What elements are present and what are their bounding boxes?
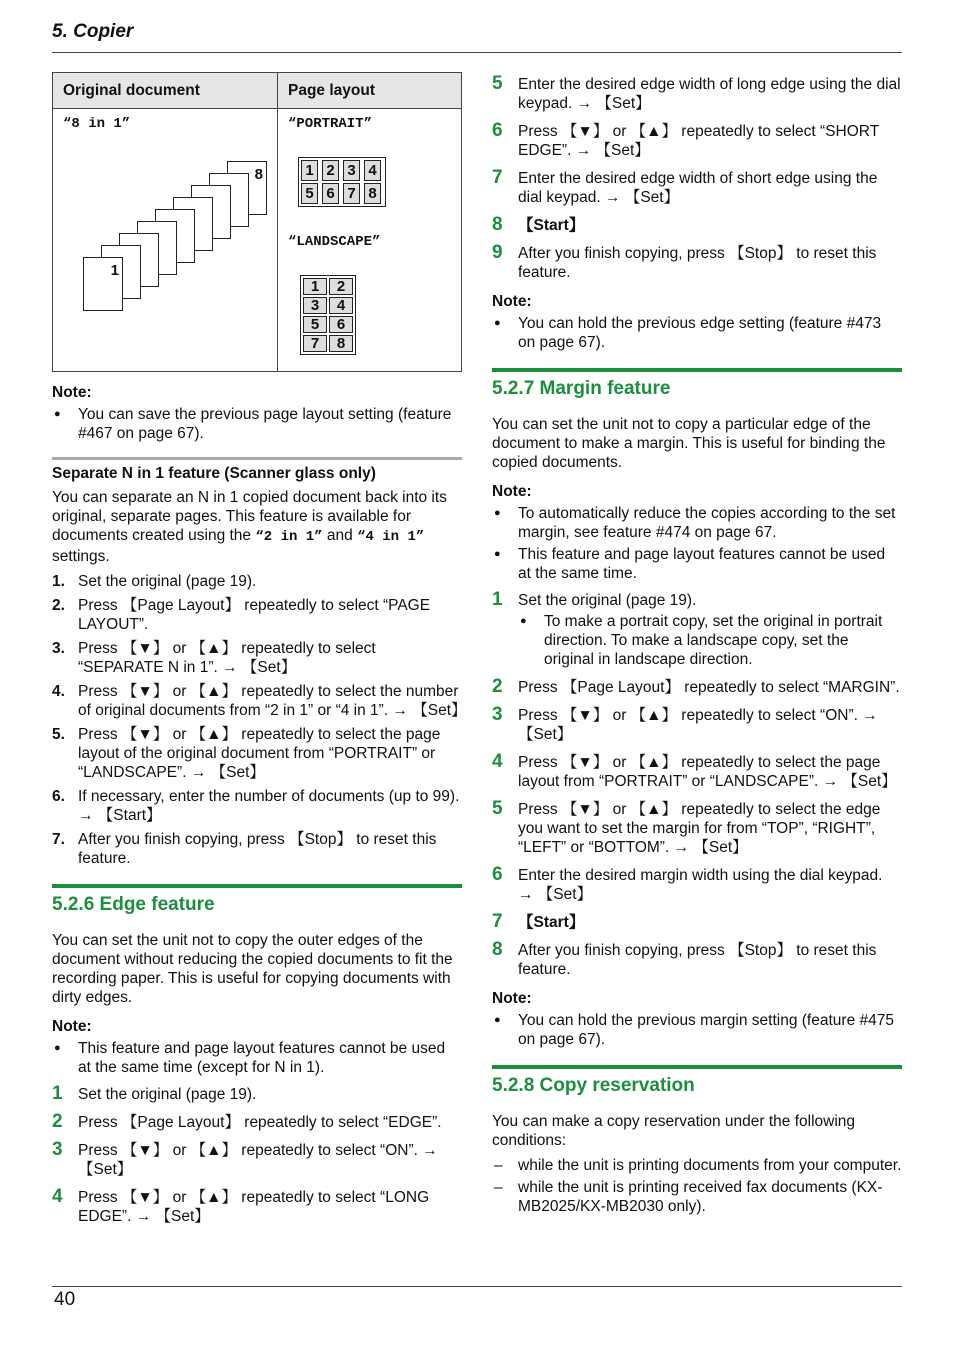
separate-step: 7. After you finish copying, press 【Stop】 to reset this feature. [52,831,437,867]
right-column [492,75,902,1219]
margin-step: 6 Enter the desired margin width using the dial keypad. → 【Set】 [492,864,883,903]
edge-feature-title: 5.2.6 Edge feature [52,884,462,917]
margin-step: 8 After you finish copying, press 【Stop】 to reset this feature. [492,939,877,978]
edge-step: 6 Press 【▼】 or 【▲】 repeatedly to select “SHORT EDGE”. → 【Set】 [492,120,879,159]
margin-feature-title: 5.2.7 Margin feature [492,368,902,401]
edge-step: 7 Enter the desired edge width of short edge using the dial keypad. → 【Set】 [492,167,878,206]
separate-n-in-1-heading: Separate N in 1 feature (Scanner glass only) [52,457,462,483]
note-bullet: ● You can hold the previous edge setting (feature #473 on page 67). [492,314,902,352]
note-bullet: ● You can hold the previous margin setting (feature #475 on page 67). [492,1011,902,1049]
edge-step: 3 Press 【▼】 or 【▲】 repeatedly to select “ON”. → 【Set】 [52,1139,438,1178]
separate-step: 3. Press 【▼】 or 【▲】 repeatedly to select “SEPARATE N in 1”. → 【Set】 [52,640,376,676]
page-sheet: 8 [227,161,267,215]
original-cell [53,109,278,372]
margin-step: 2 Press 【Page Layout】 repeatedly to select “MARGIN”. [492,676,900,697]
header-divider [52,52,902,53]
note-bullet: ● You can save the previous page layout setting (feature #467 on page 67). [52,405,462,443]
separate-step: 4. Press 【▼】 or 【▲】 repeatedly to select the number of original documents from “2 in 1” or “4 in 1”. → 【Set】 [52,683,467,719]
reservation-intro: You can make a copy reservation under the following conditions: [492,1113,856,1149]
reservation-condition: – while the unit is printing received fax documents (KX-MB2025/KX-MB2030 only). [492,1178,902,1216]
edge-step: 9 After you finish copying, press 【Stop】 to reset this feature. [492,242,877,281]
note-heading: Note: [492,990,532,1007]
edge-step: 1 Set the original (page 19). [52,1083,257,1104]
margin-step: 3 Press 【▼】 or 【▲】 repeatedly to select “ON”. → 【Set】 [492,704,878,743]
separate-step: 5. Press 【▼】 or 【▲】 repeatedly to select the page layout of the original document from “PORTRAIT” or “LANDSCAPE”. → 【Set】 [52,726,441,781]
original-label: “8 in 1” [63,116,131,132]
layout-cell [278,109,462,372]
edge-intro: You can set the unit not to copy the outer edges of the document without reducing the copied documents to fit the recording paper. This is useful for copying documents with dirty edges. [52,932,453,1006]
note-bullet: ● This feature and page layout features cannot be used at the same time (except for N in 1). [52,1039,462,1077]
copy-reservation-title: 5.2.8 Copy reservation [492,1065,902,1098]
reservation-condition: – while the unit is printing documents from your computer. [492,1156,902,1175]
portrait-layout-grid: 1 2 3 4 5 6 7 8 [298,157,386,207]
note-heading: Note: [492,483,532,500]
note-heading: Note: [492,293,532,310]
margin-intro: You can set the unit not to copy a particular edge of the document to make a margin. This is useful for binding the copied documents. [492,416,886,471]
portrait-label: “PORTRAIT” [288,116,373,132]
page-number: 40 [54,1289,76,1310]
edge-step: 4 Press 【▼】 or 【▲】 repeatedly to select “LONG EDGE”. → 【Set】 [52,1186,430,1225]
margin-step: 4 Press 【▼】 or 【▲】 repeatedly to select the page layout from “PORTRAIT” or “LANDSCAPE”. → 【Set】 [492,751,897,790]
separate-step: 1. Set the original (page 19). [52,573,257,590]
page-layout-table [52,72,462,372]
separate-step: 6. If necessary, enter the number of documents (up to 99). → 【Start】 [52,788,460,824]
separate-intro: You can separate an N in 1 copied document back into its original, separate pages. This feature is available for documents created using the “2 in 1” and “4 in 1” settings. [52,489,447,565]
margin-step-sub-bullet: ● To make a portrait copy, set the original in portrait direction. To make a landscape copy, set the original in landscape direction. [518,612,902,669]
note-bullet: ● This feature and page layout features cannot be used at the same time. [492,545,902,583]
margin-step: 7 【Start】 [492,911,585,932]
edge-step: 5 Enter the desired edge width of long edge using the dial keypad. → 【Set】 [492,73,901,112]
note-bullet: ● To automatically reduce the copies according to the set margin, see feature #474 on page 67. [492,504,902,542]
edge-step: 2 Press 【Page Layout】 repeatedly to select “EDGE”. [52,1111,442,1132]
page-sheet: 1 [83,257,123,311]
landscape-label: “LANDSCAPE” [288,234,381,250]
note-heading: Note: [52,384,92,401]
table-header-layout: Page layout [278,73,462,109]
margin-step: 1 Set the original (page 19). ● To make a portrait copy, set the original in portrait direction. To make a landscape copy, set the original in landscape direction. [492,591,902,669]
edge-step: 8 【Start】 [492,214,585,235]
note-heading: Note: [52,1018,92,1035]
footer-divider [52,1286,902,1287]
landscape-layout-grid: 1 2 3 4 5 6 7 8 [300,275,356,355]
left-column [52,72,467,1235]
separate-step: 2. Press 【Page Layout】 repeatedly to select “PAGE LAYOUT”. [52,597,431,633]
chapter-header: 5. Copier [52,21,134,42]
margin-step: 5 Press 【▼】 or 【▲】 repeatedly to select the edge you want to set the margin for from “TOP”, “RIGHT”, “LEFT” or “BOTTOM”. → 【Set】 [492,798,881,856]
table-header-original: Original document [53,73,278,109]
